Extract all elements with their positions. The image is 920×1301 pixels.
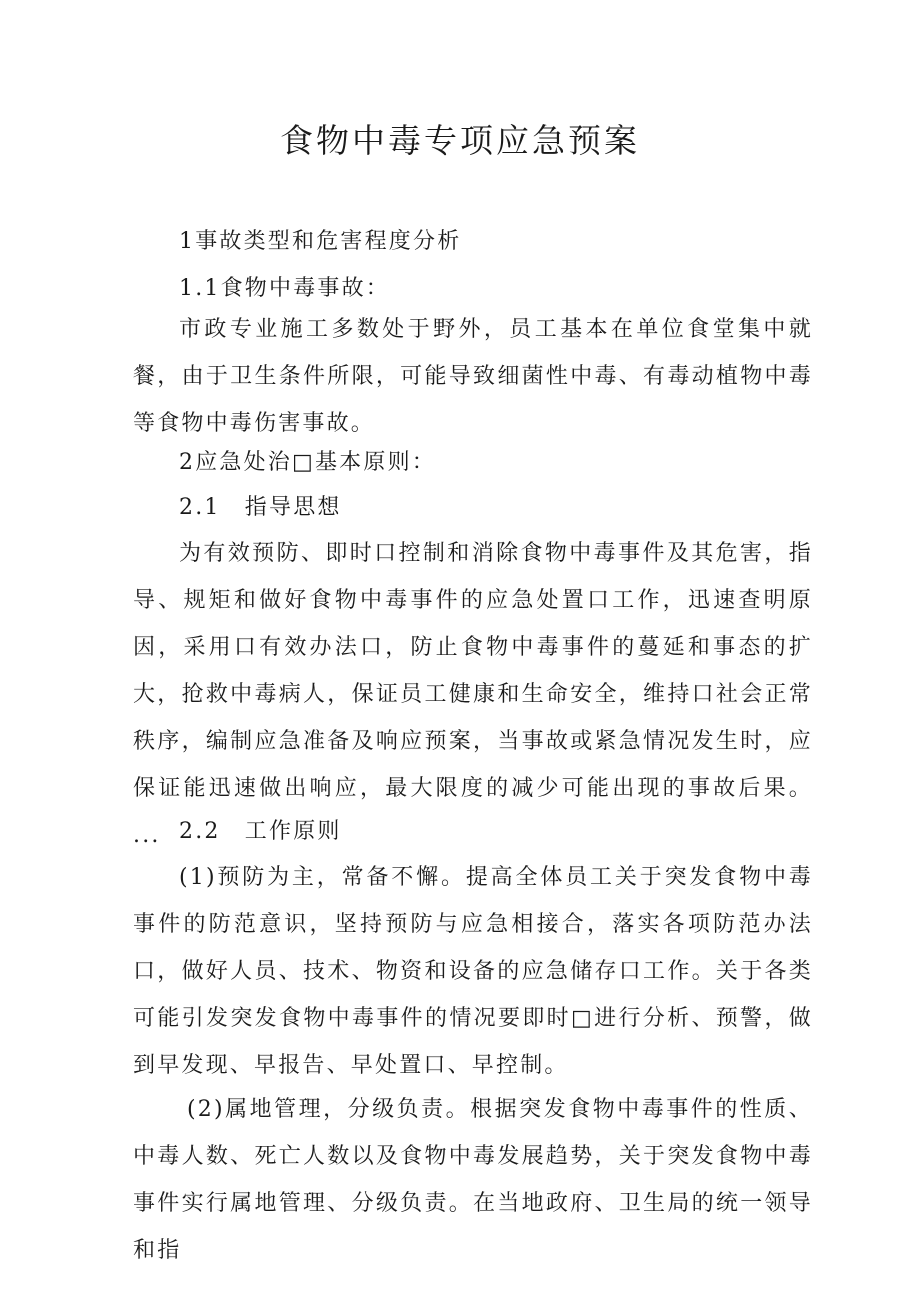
- section-heading-2-1: 2.1 指导思想: [179, 495, 342, 520]
- section-heading-1-1: 1.1食物中毒事故：: [179, 276, 390, 301]
- section-heading-1: 1事故类型和危害程度分析: [179, 229, 462, 254]
- paragraph-principle-territorial: (2)属地管理，分级负责。根据突发食物中毒事件的性质、中毒人数、死亡人数以及食物中毒发展趋势，关于突发食物中毒事件实行属地管理、分级负责。在当地政府、卫生局的统一领导和指: [133, 1097, 813, 1263]
- paragraph-guiding-ideology: 为有效预防、即时口控制和消除食物中毒事件及其危害，指导、规矩和做好食物中毒事件的应急处置口工作，迅速查明原因，采用口有效办法口，防止食物中毒事件的蔓延和事态的扩大，抢救中毒病人，保证员工健康和生命安全，维持口社会正常秩序，编制应急准备及响应预案，当事故或紧急情况发生时，应保证能迅速做出响应，最大限度的减少可能出现的事故后果。 ...: [133, 541, 813, 848]
- paragraph-construction-context: 市政专业施工多数处于野外，员工基本在单位食堂集中就餐，由于卫生条件所限，可能导致细菌性中毒、有毒动植物中毒等食物中毒伤害事故。: [133, 317, 813, 436]
- paragraph-principle-prevention: (1)预防为主，常备不懈。提高全体员工关于突发食物中毒事件的防范意识，坚持预防与应急相接合，落实各项防范办法口，做好人员、技术、物资和设备的应急储存口工作。关于各类可能引发突发食物中毒事件的情况要即时□进行分析、预警，做到早发现、早报告、早处置口、早控制。: [133, 865, 813, 1078]
- section-heading-2: 2应急处治□基本原则：: [179, 450, 436, 475]
- section-heading-2-2: 2.2 工作原则: [179, 819, 342, 844]
- document-title: 食物中毒专项应急预案: [280, 121, 640, 160]
